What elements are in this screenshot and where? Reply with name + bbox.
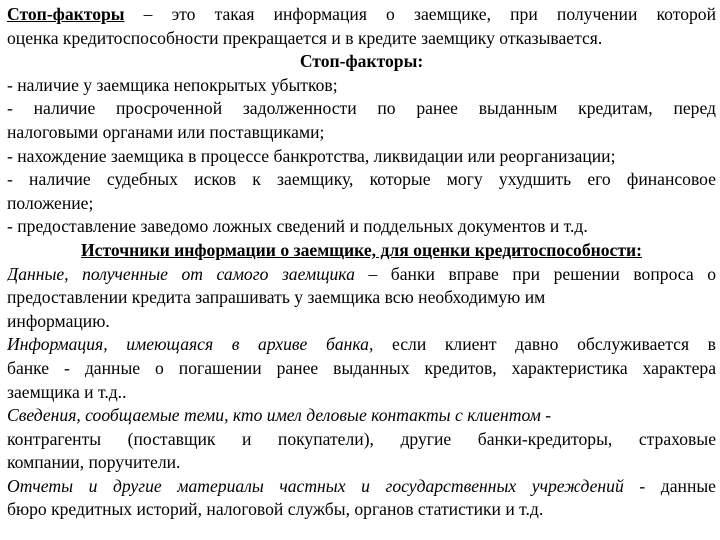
source-2-line-2: банке - данные о погашении ранее выданных кредитов, характеристика характера [7,357,716,378]
definition-text: – это такая информация о заемщике, при получении которой [124,4,716,24]
source-2-line-3: заемщика и т.д.. [7,381,127,402]
source-3-line-1: Сведения, сообщаемые теми, кто имел деловые контакты с клиентом - [7,405,552,426]
source-4-title: Отчеты и другие материалы частных и государственных учреждений [7,475,624,496]
stop-factors-heading: Стоп-факторы: [299,51,424,72]
intro-line-1 [7,3,716,27]
stop-factor-line: - наличие судебных исков к заемщику, которые могу ухудшить его финансовое [7,169,716,190]
stop-factor-line: - нахождение заемщика в процессе банкротства, ликвидации или реорганизации; [7,145,616,166]
source-1-line-2: предоставлении кредита запрашивать у заемщика всю необходимую им [7,287,546,308]
source-3-line-2: контрагенты (поставщик и покупатели), другие банки-кредиторы, страховые [7,428,716,449]
sources-heading: Источники информации о заемщике, для оценки кредитоспособности: [80,239,642,260]
stop-factors-term: Стоп-факторы [7,4,125,24]
stop-factor-line: - наличие у заемщика непокрытых убытков; [7,74,338,95]
source-3-line-3: компании, поручители. [7,452,181,473]
stop-factor-line: - наличие просроченной задолженности по ранее выданным кредитам, перед [7,98,716,119]
source-4-line-1: Отчеты и другие материалы частных и государственных учреждений - данные [7,475,716,496]
source-1-title: Данные, полученные от самого заемщика [7,263,355,284]
intro-line-2: оценка кредитоспособности прекращается и в кредите заемщику отказывается. [7,27,603,48]
source-1-line-1: Данные, полученные от самого заемщика – банки вправе при решении вопроса о [7,263,716,284]
source-4-line-2: бюро кредитных историй, налоговой службы, органов статистики и т.д. [7,499,544,520]
source-1-line-3: информацию. [7,310,110,331]
stop-factor-line: положение; [7,192,94,213]
source-3-title: Сведения, сообщаемые теми, кто имел деловые контакты с клиентом [7,405,541,426]
source-2-line-1: Информация, имеющаяся в архиве банка, если клиент давно обслуживается в [7,334,716,355]
source-2-title: Информация, имеющаяся в архиве банка, [7,334,374,355]
stop-factor-line: налоговыми органами или поставщиками; [7,121,325,142]
stop-factor-line: - предоставление заведомо ложных сведений и поддельных документов и т.д. [7,216,588,237]
